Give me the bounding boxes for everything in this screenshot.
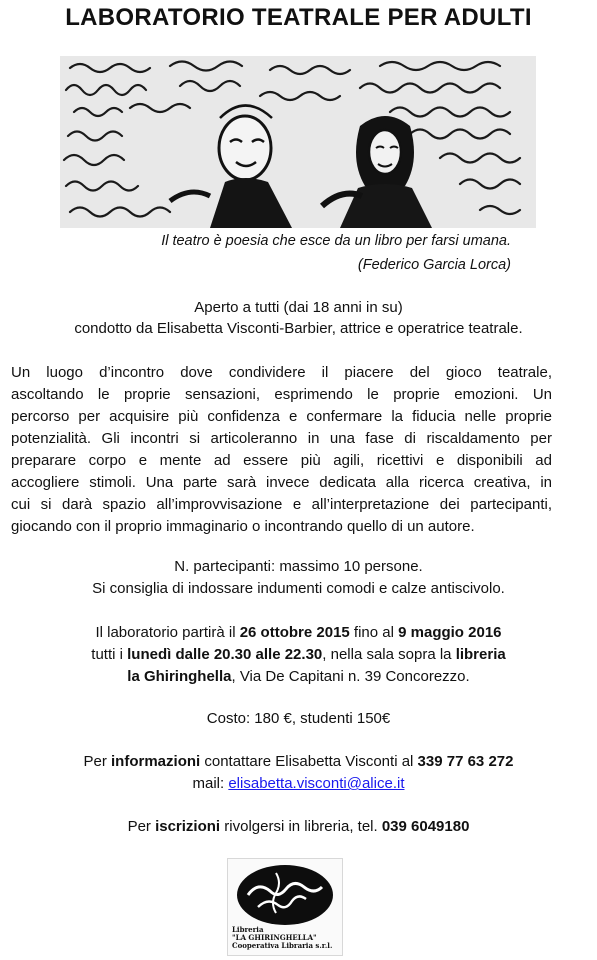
schedule-text: , nella sala sopra la bbox=[322, 646, 456, 663]
cost-info: Costo: 180 €, studenti 150€ bbox=[206, 710, 391, 727]
description-line: ascoltando le proprie sensazioni, esprimendo le proprie emozioni. Un bbox=[11, 386, 552, 403]
schedule-time bbox=[0, 646, 597, 663]
days-time: lunedì dalle 20.30 alle 22.30 bbox=[127, 646, 323, 663]
registration-text: rivolgersi in libreria, tel. bbox=[220, 818, 382, 835]
registration-phone: 039 6049180 bbox=[381, 818, 470, 835]
description-line: percorso per acquisire più confidenza e confermare la fiducia nelle proprie bbox=[11, 408, 552, 425]
description-paragraph bbox=[11, 362, 552, 538]
description-line: preparare corpo e mente ad essere più agili, ricettivi e disponibili ad bbox=[11, 452, 552, 469]
description-line: cui si darà spazio all’improvvisazione e all’interpretazione dei partecipanti, bbox=[11, 496, 552, 513]
schedule-text: fino al bbox=[349, 624, 399, 641]
start-date: 26 ottobre 2015 bbox=[239, 624, 350, 641]
contact-mail bbox=[0, 775, 597, 792]
registration-info bbox=[0, 818, 597, 835]
contact-label: informazioni bbox=[111, 753, 201, 770]
logo-line-1: Libreria bbox=[232, 925, 264, 934]
schedule-text: tutti i bbox=[91, 646, 128, 663]
venue-name: la Ghiringhella bbox=[127, 668, 232, 685]
mail-label: mail: bbox=[192, 775, 229, 792]
clothing-advice: Si consiglia di indossare indumenti comodi e calze antiscivolo. bbox=[92, 580, 505, 597]
description-line: accogliere stimoli. Una parte sarà invece dedicata alla ricerca creativa, in bbox=[11, 474, 552, 491]
bookstore-logo-icon bbox=[228, 859, 342, 929]
description-line: potenzialità. Gli incontri si articoleranno in una fase di riscaldamento per bbox=[11, 430, 552, 447]
participants-info: N. partecipanti: massimo 10 persone. bbox=[174, 558, 423, 575]
intro-audience: Aperto a tutti (dai 18 anni in su) bbox=[194, 299, 403, 316]
registration-label: iscrizioni bbox=[155, 818, 221, 835]
description-line: giocando con il proprio immaginario o incontrando quello di un autore. bbox=[11, 518, 475, 535]
end-date: 9 maggio 2016 bbox=[398, 624, 502, 641]
schedule-text: Il laboratorio partirà il bbox=[95, 624, 240, 641]
quote-text: Il teatro è poesia che esce da un libro per farsi umana. bbox=[161, 233, 511, 249]
email-link[interactable]: elisabetta.visconti@alice.it bbox=[228, 775, 405, 792]
contact-text: contattare Elisabetta Visconti al bbox=[200, 753, 418, 770]
registration-text: Per bbox=[127, 818, 156, 835]
contact-phone: 339 77 63 272 bbox=[417, 753, 514, 770]
page-title: LABORATORIO TEATRALE PER ADULTI bbox=[65, 4, 532, 31]
venue-name: libreria bbox=[455, 646, 506, 663]
schedule-venue bbox=[0, 668, 597, 685]
theater-drawing-image bbox=[60, 56, 536, 228]
quote-author: (Federico Garcia Lorca) bbox=[357, 257, 511, 273]
venue-address: , Via De Capitani n. 39 Concorezzo. bbox=[231, 668, 470, 685]
intro-conductor: condotto da Elisabetta Visconti-Barbier, attrice e operatrice teatrale. bbox=[74, 320, 523, 337]
description-line: Un luogo d’incontro dove condividere il piacere del gioco teatrale, bbox=[11, 364, 552, 381]
logo-line-3: Cooperativa Libraria s.r.l. bbox=[232, 941, 333, 950]
contact-info bbox=[0, 753, 597, 770]
logo-line-2: "LA GHIRINGHELLA" bbox=[232, 933, 317, 942]
contact-text: Per bbox=[83, 753, 112, 770]
schedule-dates bbox=[0, 624, 597, 641]
